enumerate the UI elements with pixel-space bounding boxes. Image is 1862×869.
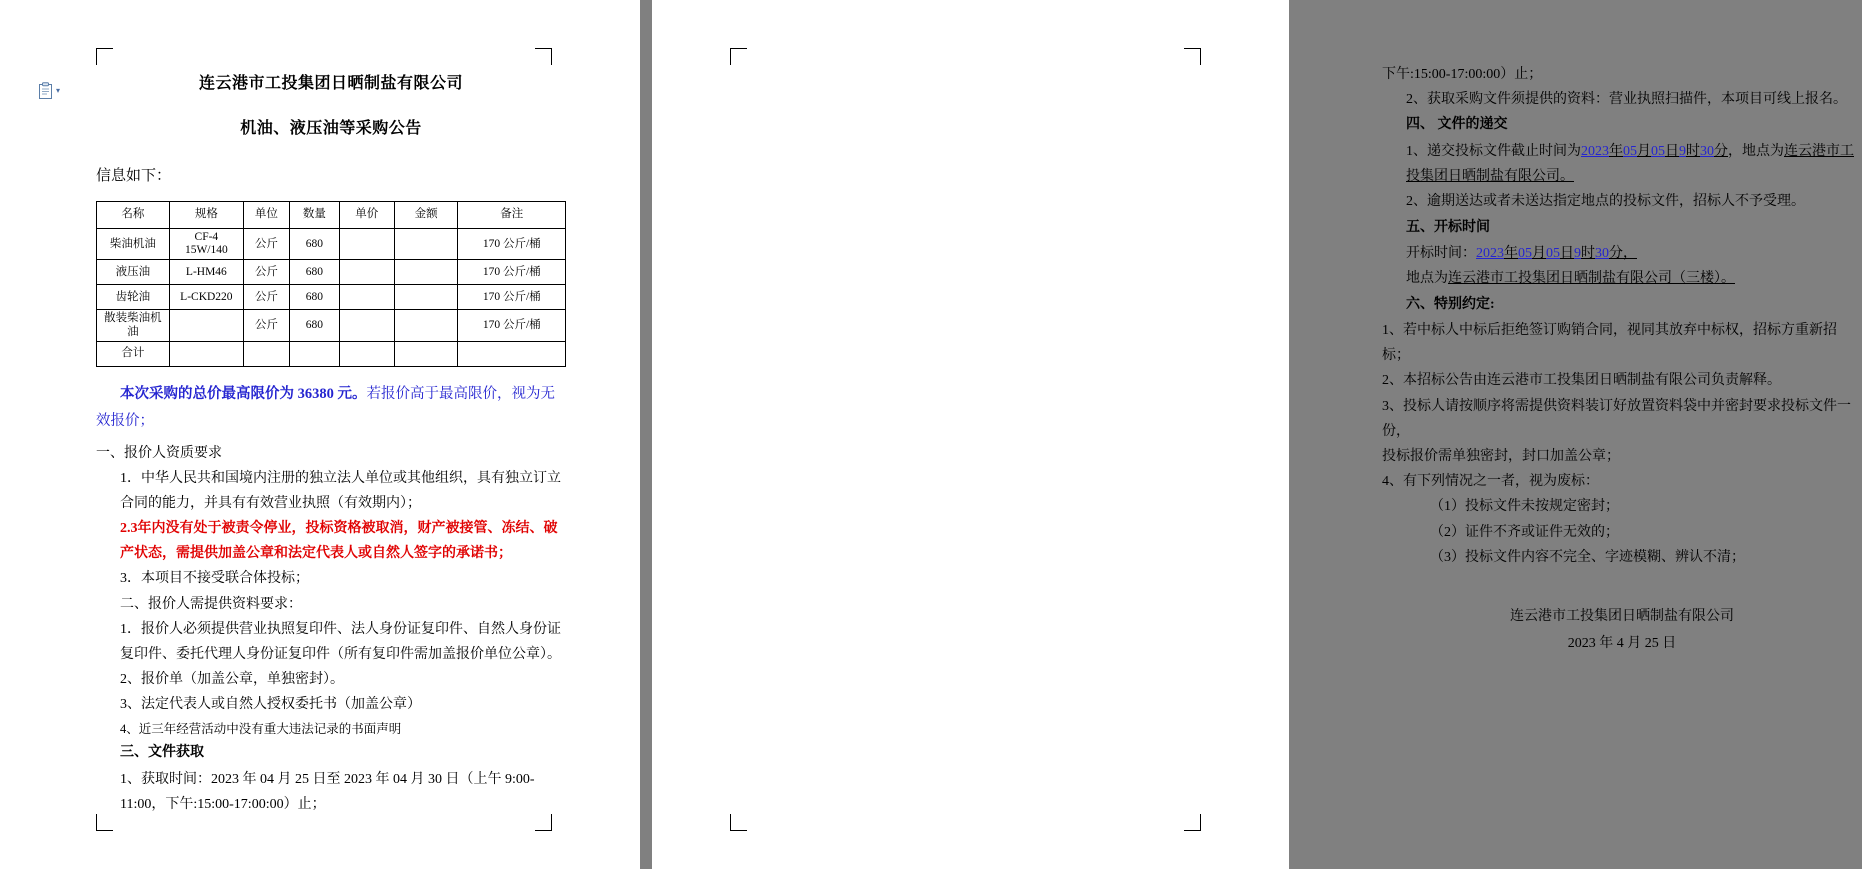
section-2-item-1: 1．报价人必须提供营业执照复印件、法人身份证复印件、自然人身份证复印件、委托代理人身份证复印件（所有复印件需加盖报价单位公章）。 [120, 621, 561, 662]
document-page-2 [652, 0, 1854, 869]
price-limit-notice [96, 381, 566, 435]
table-row [97, 229, 566, 260]
cell-spec: L-HM46 [169, 260, 243, 285]
paste-options-button[interactable] [38, 82, 60, 100]
cell-qty: 680 [289, 260, 339, 285]
section-6-item-5: 4、有下列情况之一者，视为废标： [1382, 474, 1599, 490]
table-header-name: 名称 [97, 202, 170, 229]
cell-note: 170 公斤/桶 [458, 260, 566, 285]
deadline-minute-unit: 分 [1714, 143, 1728, 159]
signature-company: 连云港市工投集团日晒制盐有限公司 [1510, 608, 1734, 624]
section-6-item-2: 2、本招标公告由连云港市工投集团日晒制盐有限公司负责解释。 [1382, 373, 1781, 389]
lead-text: 信息如下： [96, 168, 172, 184]
table-header-row [97, 202, 566, 229]
section-4-heading: 四、 文件的递交 [1406, 117, 1508, 133]
section-3-item-2: 2、获取采购文件须提供的资料：营业执照扫描件，本项目可线上报名。 [1406, 92, 1847, 108]
page-1-content [96, 70, 566, 817]
page-2-content [1382, 62, 1862, 657]
open-year-unit: 年 [1504, 246, 1518, 262]
document-page-1 [0, 0, 640, 869]
deadline-minute-value: 30 [1700, 143, 1714, 159]
deadline-hour-unit: 时 [1686, 143, 1700, 159]
cell-qty [289, 341, 339, 366]
cell-spec [169, 310, 243, 341]
table-header-note: 备注 [458, 202, 566, 229]
table-row [97, 341, 566, 366]
section-1-heading: 一、报价人资质要求 [96, 445, 222, 461]
cell-amount [394, 285, 458, 310]
cell-price [339, 341, 394, 366]
section-4-item-1 [1382, 139, 1862, 189]
open-month-unit: 月 [1532, 246, 1546, 262]
cell-name: 柴油机油 [97, 229, 170, 260]
section-5-line-2 [1382, 266, 1862, 291]
table-row [97, 260, 566, 285]
section-4-item-1-prefix: 1、递交投标文件截止时间为 [1406, 143, 1581, 159]
cell-spec: CF-4 15W/140 [169, 229, 243, 260]
cell-note: 170 公斤/桶 [458, 229, 566, 260]
cell-price [339, 285, 394, 310]
cell-unit: 公斤 [243, 285, 289, 310]
section-5-line-1 [1382, 241, 1862, 266]
cell-price [339, 229, 394, 260]
page-title: 连云港市工投集团日晒制盐有限公司 [198, 75, 463, 92]
cell-qty: 680 [289, 229, 339, 260]
cell-price [339, 310, 394, 341]
open-hour-unit: 时 [1581, 246, 1595, 262]
cell-note: 170 公斤/桶 [458, 285, 566, 310]
section-6-sub-2: （2）证件不齐或证件无效的； [1430, 524, 1619, 540]
deadline-day-value: 05 [1651, 143, 1665, 159]
cell-amount [394, 310, 458, 341]
cell-unit: 公斤 [243, 229, 289, 260]
open-place: 连云港市工投集团日晒制盐有限公司（三楼）。 [1448, 271, 1735, 287]
cell-name: 液压油 [97, 260, 170, 285]
section-2-item-4: 4、近三年经营活动中没有重大违法记录的书面声明 [120, 721, 402, 736]
section-2-item-3: 3、法定代表人或自然人授权委托书（加盖公章） [120, 697, 421, 713]
cell-qty: 680 [289, 310, 339, 341]
cell-name: 散装柴油机油 [97, 310, 170, 341]
page-subtitle: 机油、液压油等采购公告 [240, 120, 422, 137]
section-6-item-3: 3、投标人请按顺序将需提供资料装订好放置资料袋中并密封要求投标文件一份， [1382, 398, 1851, 439]
cell-amount [394, 229, 458, 260]
deadline-hour-value: 9 [1679, 143, 1686, 159]
table-header-price: 单价 [339, 202, 394, 229]
section-6-heading: 六、特别约定: [1406, 296, 1495, 312]
deadline-place: 连云港市工投集团日晒制盐有限公司。 [1406, 143, 1854, 185]
cell-amount [394, 341, 458, 366]
crop-mark [1184, 814, 1201, 831]
open-year-value: 2023 [1476, 246, 1504, 262]
signature-block [1382, 604, 1862, 657]
crop-mark [96, 48, 113, 65]
section-1-item-3: 3．本项目不接受联合体投标； [120, 571, 309, 587]
cell-name: 合计 [97, 341, 170, 366]
open-place-prefix: 地点为 [1406, 271, 1448, 287]
section-6-item-4: 投标报价需单独密封，封口加盖公章； [1382, 449, 1620, 465]
cell-qty: 680 [289, 285, 339, 310]
cell-spec [169, 341, 243, 366]
deadline-year-value: 2023 [1581, 143, 1609, 159]
section-1-item-1: 1．中华人民共和国境内注册的独立法人单位或其他组织，具有独立订立合同的能力，并具有有效营业执照（有效期内）； [120, 470, 561, 511]
paste-options-icon [38, 82, 54, 100]
table-header-qty: 数量 [289, 202, 339, 229]
chevron-down-icon[interactable]: ▾ [56, 86, 61, 95]
section-4-item-2: 2、逾期送达或者未送达指定地点的投标文件，招标人不予受理。 [1406, 194, 1805, 210]
signature-date: 2023 年 4 月 25 日 [1567, 635, 1677, 651]
deadline-year-unit: 年 [1609, 143, 1623, 159]
cell-name: 齿轮油 [97, 285, 170, 310]
deadline-mid-text: ，地点为 [1728, 143, 1784, 159]
section-6-sub-1: （1）投标文件未按规定密封； [1430, 499, 1619, 515]
table-row [97, 285, 566, 310]
section-6-item-1: 1、若中标人中标后拒绝签订购销合同，视同其放弃中标权，招标方重新招标； [1382, 323, 1837, 364]
section-3-item-1-continued: 下午:15:00-17:00:00）止； [1382, 67, 1543, 82]
section-5-heading: 五、开标时间 [1406, 219, 1490, 235]
open-minute-value: 30 [1595, 246, 1609, 262]
section-3-item-1: 1、获取时间：2023 年 04 月 25 日至 2023 年 04 月 30 日（上午 9:00-11:00，下午:15:00-17:00:00）止； [120, 771, 535, 812]
open-minute-unit: 分， [1609, 246, 1637, 262]
crop-mark [730, 48, 747, 65]
open-hour-value: 9 [1574, 246, 1581, 262]
table-header-amount: 金额 [394, 202, 458, 229]
table-header-unit: 单位 [243, 202, 289, 229]
open-day-unit: 日 [1560, 246, 1574, 262]
deadline-month-unit: 月 [1637, 143, 1651, 159]
open-month-value: 05 [1518, 246, 1532, 262]
table-header-spec: 规格 [169, 202, 243, 229]
price-limit-rest: 若报价高于最高限价，视为无效报价； [96, 385, 555, 429]
section-6-sub-3: （3）投标文件内容不完全、字迹模糊、辨认不清； [1430, 549, 1745, 565]
table-row [97, 310, 566, 341]
cell-spec: L-CKD220 [169, 285, 243, 310]
open-day-value: 05 [1546, 246, 1560, 262]
section-2-heading: 二、报价人需提供资料要求： [120, 596, 302, 612]
crop-mark [1184, 48, 1201, 65]
cell-unit [243, 341, 289, 366]
deadline-day-unit: 日 [1665, 143, 1679, 159]
cell-unit: 公斤 [243, 310, 289, 341]
section-3-heading: 三、文件获取 [120, 745, 204, 761]
price-limit-bold: 本次采购的总价最高限价为 36380 元。 [120, 385, 367, 402]
open-time-prefix: 开标时间： [1406, 246, 1476, 262]
cell-unit: 公斤 [243, 260, 289, 285]
section-1-item-2: 2.3年内没有处于被责令停业，投标资格被取消，财产被接管、冻结、破产状态，需提供加盖公章和法定代表人或自然人签字的承诺书； [120, 521, 558, 562]
cell-note [458, 341, 566, 366]
crop-mark [730, 814, 747, 831]
section-2-item-2: 2、报价单（加盖公章，单独密封）。 [120, 672, 344, 688]
cell-amount [394, 260, 458, 285]
crop-mark [535, 48, 552, 65]
cell-price [339, 260, 394, 285]
goods-table [96, 201, 566, 367]
deadline-month-value: 05 [1623, 143, 1637, 159]
cell-note: 170 公斤/桶 [458, 310, 566, 341]
